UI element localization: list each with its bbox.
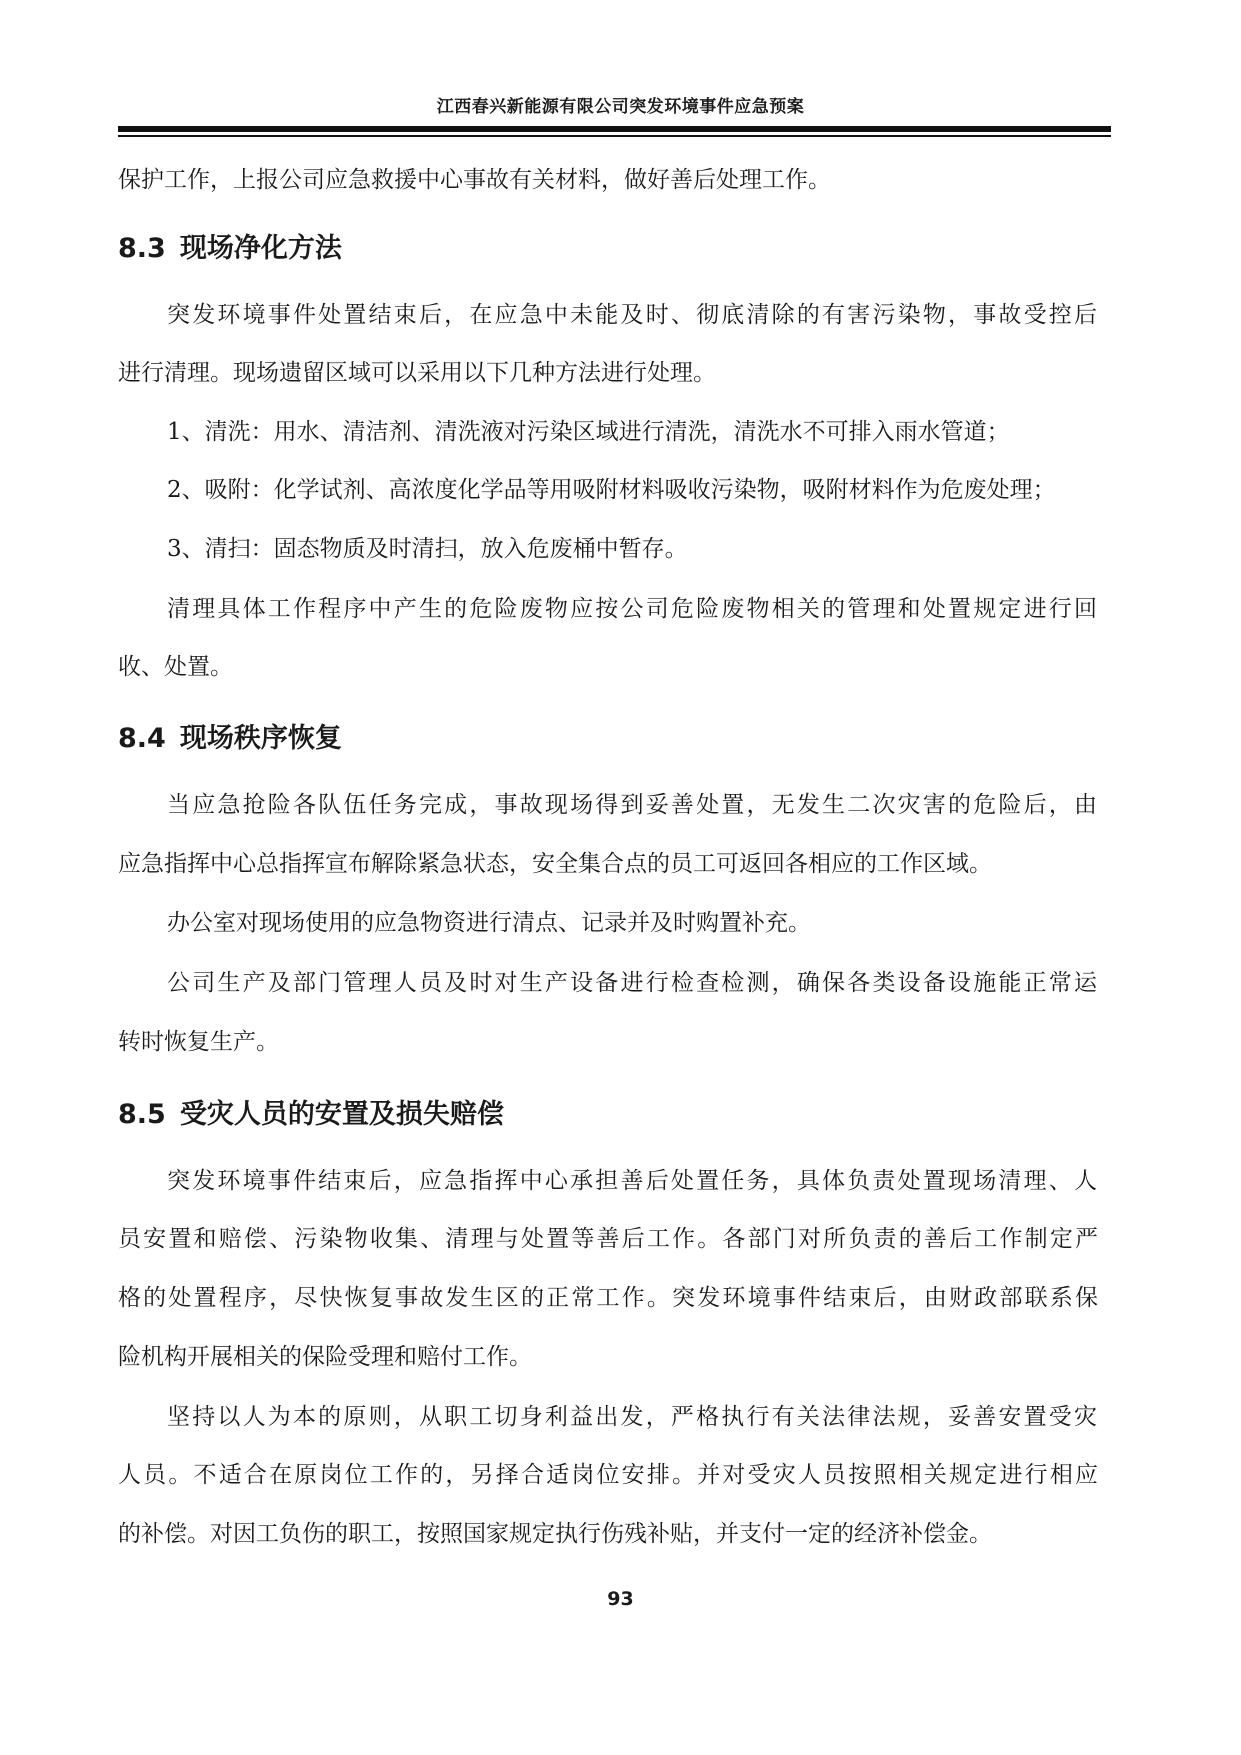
paragraph-line: 险机构开展相关的保险受理和赔付工作。	[118, 1344, 532, 1370]
section-title: 受灾人员的安置及损失赔偿	[179, 1099, 504, 1130]
section-number: 8.4	[118, 723, 166, 754]
section-heading-8-4	[118, 722, 342, 756]
section-title: 现场净化方法	[179, 233, 342, 264]
list-item: 3、清扫：固态物质及时清扫，放入危废桶中暂存。	[167, 536, 688, 562]
paragraph-line: 应急指挥中心总指挥宣布解除紧急状态，安全集合点的员工可返回各相应的工作区域。	[118, 851, 992, 877]
paragraph-line: 收、处置。	[118, 654, 233, 680]
paragraph-line: 突发环境事件处置结束后，在应急中未能及时、彻底清除的有害污染物，事故受控后	[167, 302, 1097, 328]
paragraph-line: 当应急抢险各队伍任务完成，事故现场得到妥善处置，无发生二次灾害的危险后，由	[167, 792, 1097, 818]
list-item: 2、吸附：化学试剂、高浓度化学品等用吸附材料吸收污染物，吸附材料作为危废处理；	[167, 477, 1056, 503]
paragraph-line: 员安置和赔偿、污染物收集、清理与处置等善后工作。各部门对所负责的善后工作制定严	[118, 1226, 1098, 1252]
list-item: 1、清洗：用水、清洁剂、清洗液对污染区域进行清洗，清洗水不可排入雨水管道；	[167, 419, 1010, 445]
section-number: 8.3	[118, 233, 166, 264]
paragraph-line: 公司生产及部门管理人员及时对生产设备进行检查检测，确保各类设备设施能正常运	[167, 970, 1097, 996]
paragraph-line: 保护工作，上报公司应急救援中心事故有关材料，做好善后处理工作。	[118, 167, 831, 193]
paragraph-line: 突发环境事件结束后，应急指挥中心承担善后处置任务，具体负责处置现场清理、人	[167, 1168, 1097, 1194]
paragraph-line: 进行清理。现场遗留区域可以采用以下几种方法进行处理。	[118, 360, 716, 386]
paragraph-line: 坚持以人为本的原则，从职工切身利益出发，严格执行有关法律法规，妥善安置受灾	[167, 1404, 1097, 1430]
paragraph-line: 人员。不适合在原岗位工作的，另择合适岗位安排。并对受灾人员按照相关规定进行相应	[118, 1462, 1098, 1488]
paragraph-line: 办公室对现场使用的应急物资进行清点、记录并及时购置补充。	[167, 910, 811, 936]
section-title: 现场秩序恢复	[179, 723, 342, 754]
section-heading-8-5	[118, 1098, 504, 1132]
section-heading-8-3	[118, 232, 342, 266]
header-rule-thin	[118, 135, 1111, 137]
section-number: 8.5	[118, 1099, 166, 1130]
paragraph-line: 的补偿。对因工负伤的职工，按照国家规定执行伤残补贴，并支付一定的经济补偿金。	[118, 1521, 992, 1547]
document-header-title: 江西春兴新能源有限公司突发环境事件应急预案	[436, 97, 805, 117]
paragraph-line: 转时恢复生产。	[118, 1029, 279, 1055]
header-rule-thick	[118, 126, 1111, 132]
paragraph-line: 清理具体工作程序中产生的危险废物应按公司危险废物相关的管理和处置规定进行回	[167, 596, 1097, 622]
page-number: 93	[607, 1588, 634, 1610]
paragraph-line: 格的处置程序，尽快恢复事故发生区的正常工作。突发环境事件结束后，由财政部联系保	[118, 1285, 1098, 1311]
